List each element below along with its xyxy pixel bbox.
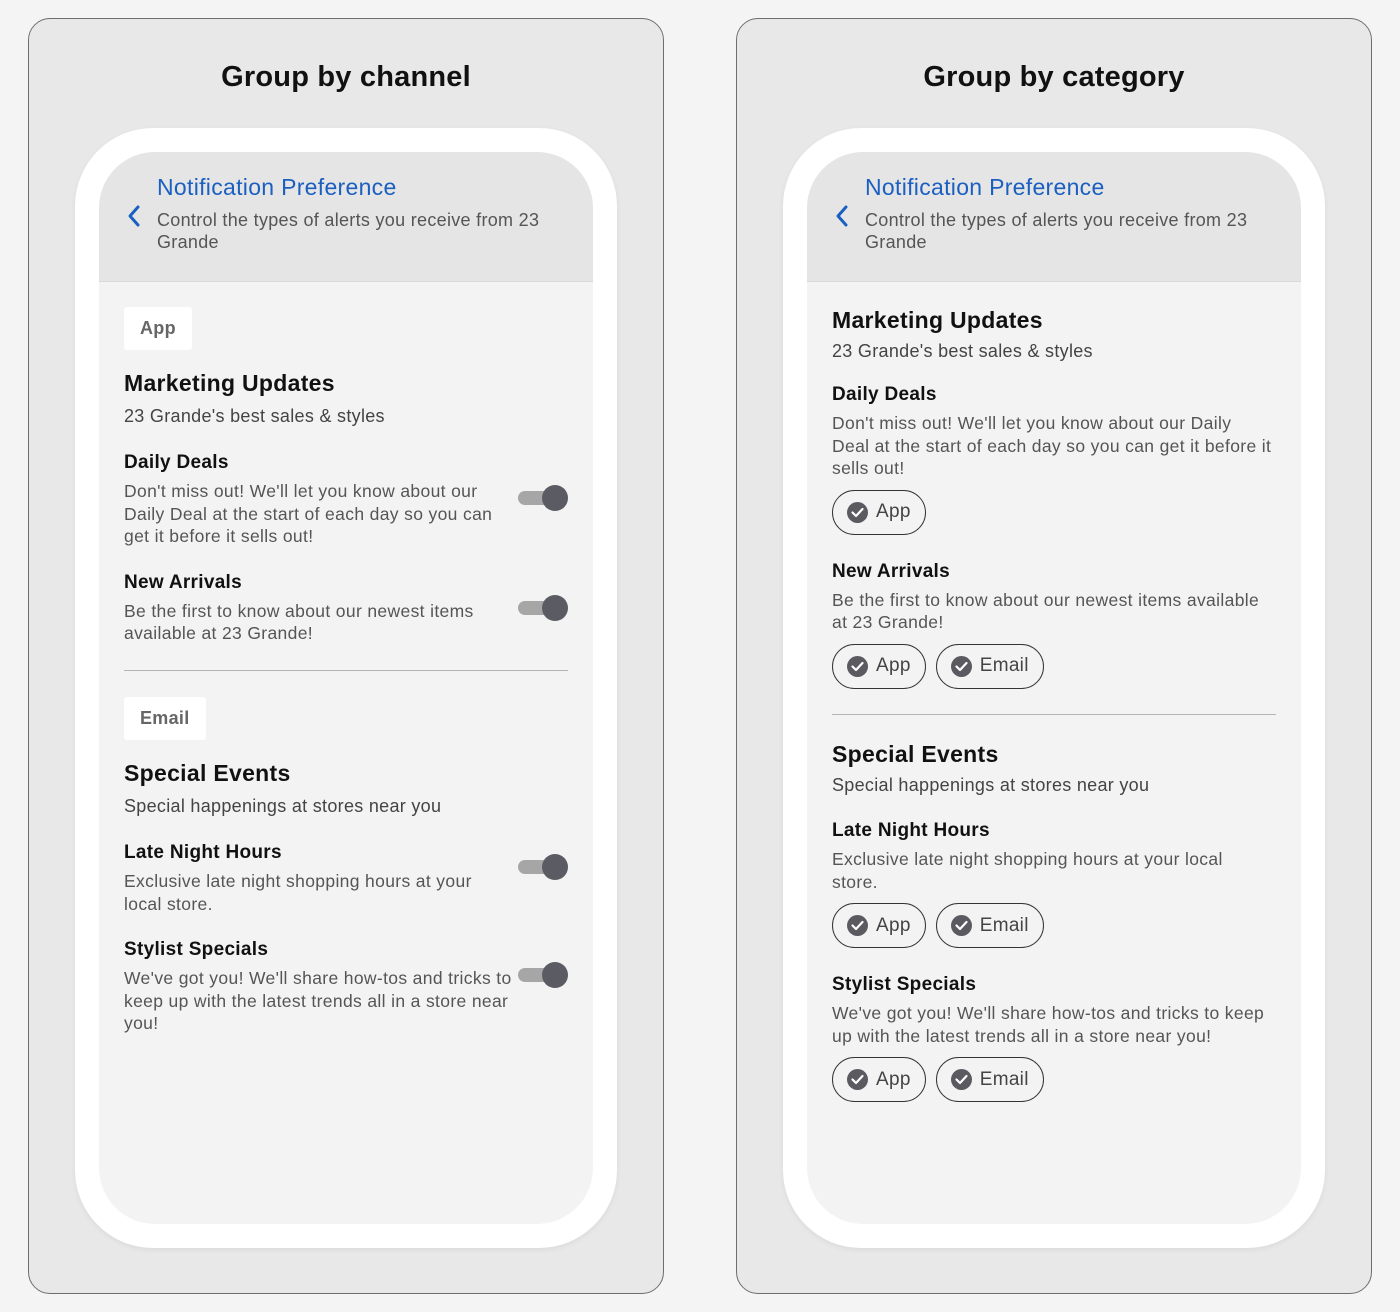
late-night-hours-toggle[interactable] <box>518 854 568 880</box>
channel-pills <box>832 1057 1276 1102</box>
item-title: Late Night Hours <box>124 842 282 863</box>
check-circle-icon <box>847 656 868 677</box>
new-arrivals-toggle[interactable] <box>518 595 568 621</box>
email-channel-pill[interactable] <box>936 1057 1044 1102</box>
list-item <box>832 974 1276 1102</box>
pill-label: Email <box>979 914 1029 936</box>
group-by-channel-panel <box>28 18 664 1294</box>
item-description: Don't miss out! We'll let you know about our Daily Deal at the start of each day so you can get it before it sells out! <box>124 481 493 546</box>
stylist-specials-toggle[interactable] <box>518 962 568 988</box>
item-title: Stylist Specials <box>832 974 977 995</box>
app-channel-pill[interactable] <box>832 644 926 689</box>
email-channel-pill[interactable] <box>936 644 1044 689</box>
section-title: Marketing Updates <box>124 370 335 396</box>
pill-label: Email <box>979 655 1029 676</box>
channel-label-app: App <box>124 307 192 350</box>
list-item <box>832 561 1276 689</box>
section-title: Marketing Updates <box>832 307 1043 333</box>
page-title: Notification Preference <box>865 174 1105 200</box>
item-description: Exclusive late night shopping hours at your local store. <box>832 849 1223 892</box>
list-item <box>832 820 1276 948</box>
check-circle-icon <box>847 502 868 523</box>
section-subtitle: 23 Grande's best sales & styles <box>124 406 385 426</box>
item-description: We've got you! We'll share how-tos and tricks to keep up with the latest trends all in a store near you! <box>832 1003 1265 1046</box>
panel-title: Group by channel <box>221 61 471 93</box>
item-description: Be the first to know about our newest items available at 23 Grande! <box>832 589 1260 632</box>
app-channel-pill[interactable] <box>832 490 926 535</box>
item-title: Daily Deals <box>124 452 229 473</box>
content <box>99 282 593 1035</box>
section-subtitle: Special happenings at stores near you <box>832 775 1150 795</box>
phone-screen <box>807 152 1301 1224</box>
section-subtitle: Special happenings at stores near you <box>124 796 442 816</box>
channel-pills <box>832 644 1276 689</box>
item-description: Don't miss out! We'll let you know about our Daily Deal at the start of each day so you can get it before it sells out! <box>832 413 1272 478</box>
check-circle-icon <box>847 1069 868 1090</box>
channel-pills <box>832 490 1276 535</box>
page-subtitle: Control the types of alerts you receive from 23 Grande <box>157 210 540 252</box>
section-title: Special Events <box>832 741 999 767</box>
pill-label: App <box>876 1068 911 1090</box>
divider <box>832 714 1276 716</box>
item-title: Daily Deals <box>832 384 937 405</box>
header <box>99 152 593 282</box>
content <box>807 307 1301 1102</box>
item-title: Late Night Hours <box>832 820 990 841</box>
section-title: Special Events <box>124 760 291 786</box>
item-title: New Arrivals <box>832 560 951 582</box>
section-subtitle: 23 Grande's best sales & styles <box>832 341 1093 361</box>
channel-label-email: Email <box>124 697 206 740</box>
divider <box>124 670 568 672</box>
phone-screen <box>99 152 593 1224</box>
email-channel-pill[interactable] <box>936 903 1044 948</box>
check-circle-icon <box>847 915 868 936</box>
item-title: New Arrivals <box>124 571 243 593</box>
header <box>807 152 1301 282</box>
item-description: Exclusive late night shopping hours at your local store. <box>124 871 472 914</box>
channel-pills <box>832 903 1276 948</box>
list-item <box>124 452 568 548</box>
phone-frame <box>783 128 1325 1248</box>
page-subtitle: Control the types of alerts you receive from 23 Grande <box>865 210 1248 252</box>
list-item <box>124 939 568 1035</box>
daily-deals-toggle[interactable] <box>518 485 568 511</box>
list-item <box>124 842 568 915</box>
item-title: Stylist Specials <box>124 939 269 960</box>
item-description: Be the first to know about our newest items available at 23 Grande! <box>124 600 474 643</box>
panel-title: Group by category <box>923 61 1185 93</box>
check-circle-icon <box>951 915 972 936</box>
group-by-category-panel <box>736 18 1372 1294</box>
chevron-left-icon[interactable] <box>125 202 143 230</box>
check-circle-icon <box>951 1069 972 1090</box>
check-circle-icon <box>951 656 972 677</box>
item-description: We've got you! We'll share how-tos and tricks to keep up with the latest trends all in a store near you! <box>124 968 512 1033</box>
pill-label: App <box>876 501 911 522</box>
phone-frame <box>75 128 617 1248</box>
app-channel-pill[interactable] <box>832 1057 926 1102</box>
pill-label: App <box>876 914 911 936</box>
chevron-left-icon[interactable] <box>833 202 851 230</box>
list-item <box>124 572 568 645</box>
app-channel-pill[interactable] <box>832 903 926 948</box>
pill-label: Email <box>979 1068 1029 1090</box>
list-item <box>832 384 1276 535</box>
page-title: Notification Preference <box>157 174 397 200</box>
pill-label: App <box>876 655 911 676</box>
